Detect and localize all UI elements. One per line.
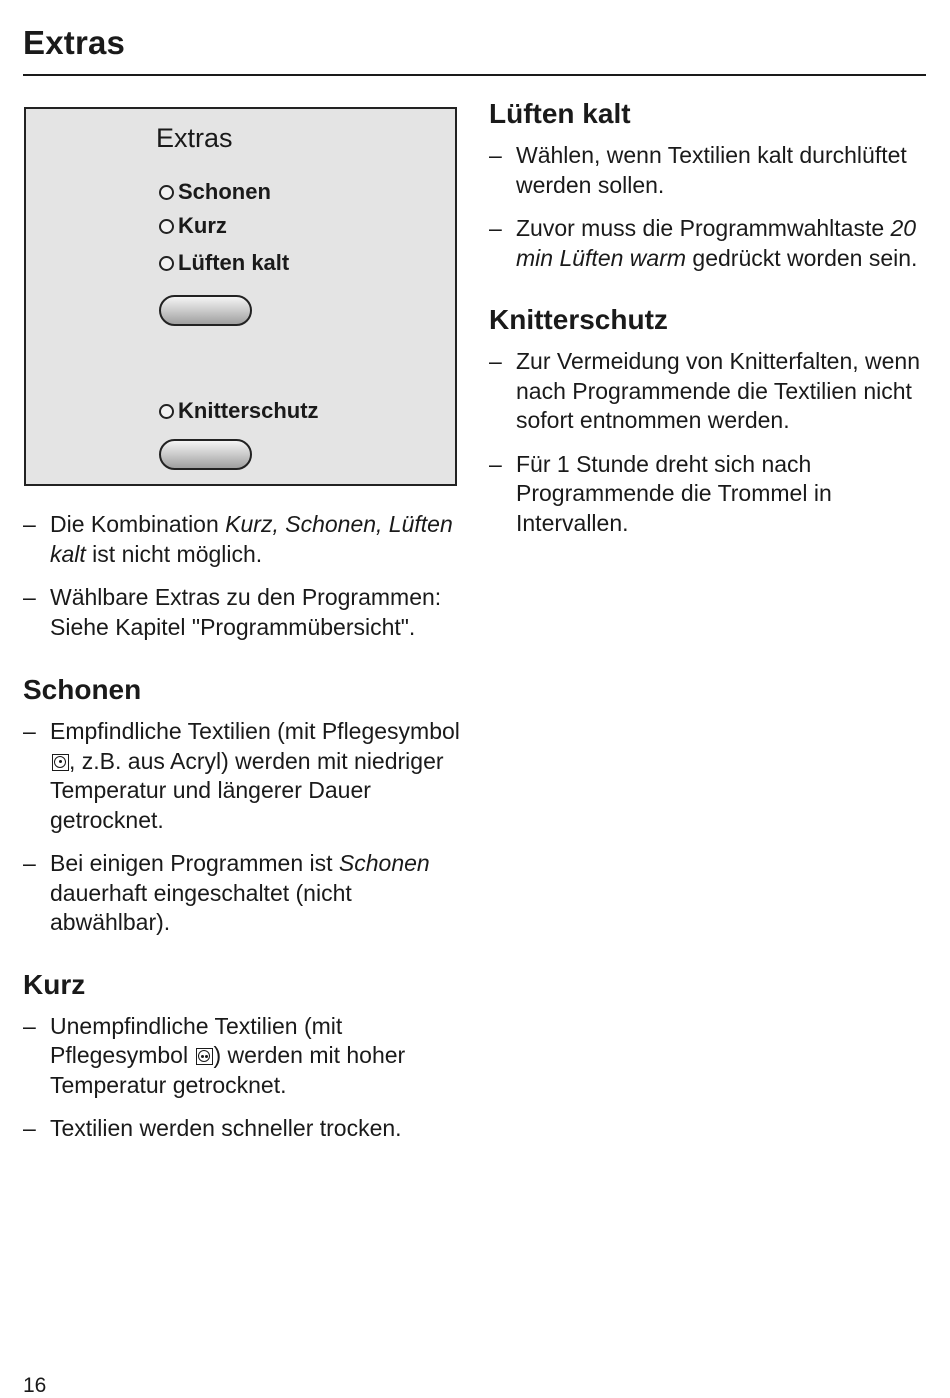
bullet-dash: – [23, 850, 36, 876]
list-item: – Zuvor muss die Programmwahltaste 20 min Lüften warm gedrückt worden sein. [489, 215, 918, 271]
control-panel-illustration [24, 107, 457, 486]
list-item: – Unempfindliche Textilien (mit Pflegesymbol ) werden mit hoher Temperatur getrocknet. [23, 1012, 406, 1098]
section-heading-knitterschutz: Knitterschutz [489, 304, 668, 335]
bullet-dash: – [489, 215, 502, 241]
knitterschutz-button [159, 439, 252, 470]
panel-option-label: Knitterschutz [178, 398, 319, 423]
bullet-dash: – [489, 450, 502, 477]
indicator-led-icon [159, 256, 174, 271]
indicator-led-icon [159, 219, 174, 234]
list-item: – Zur Vermeidung von Knitterfalten, wenn nach Programmende die Textilien nicht sofort entnommen werden. [489, 348, 921, 433]
bullet-dash: – [23, 1115, 36, 1141]
bullet-dash: – [23, 584, 36, 610]
extras-select-button [159, 295, 252, 326]
title-rule [23, 74, 926, 76]
panel-option-label: Schonen [178, 179, 271, 204]
list-item: – Textilien werden schneller trocken. [23, 1114, 463, 1144]
page-number: 16 [23, 1374, 47, 1397]
bullet-dash: – [489, 142, 502, 168]
section-heading-kurz: Kurz [23, 968, 86, 1000]
indicator-led-icon [159, 185, 174, 200]
bullet-dash: – [489, 348, 502, 374]
list-item: – Die Kombination Kurz, Schonen, Lüften kalt ist nicht möglich. [23, 511, 453, 567]
panel-option-knitterschutz [159, 398, 319, 424]
page-title: Extras [23, 24, 126, 61]
list-item: – Empfindliche Textilien (mit Pflegesymbol , z.B. aus Acryl) werden mit niedriger Temperatur und längerer Dauer getrocknet. [23, 718, 460, 833]
list-item: – Für 1 Stunde dreht sich nach Programmende die Trommel in Intervallen. [489, 450, 832, 536]
panel-option-schonen [159, 179, 271, 205]
list-item: – Wählen, wenn Textilien kalt durchlüftet werden sollen. [489, 142, 907, 198]
bullet-dash: – [23, 718, 36, 744]
care-symbol-two-dots-icon [196, 1048, 213, 1065]
section-heading-lueften-kalt: Lüften kalt [489, 98, 631, 129]
bullet-dash: – [23, 511, 36, 537]
panel-title: Extras [156, 123, 233, 153]
indicator-led-icon [159, 404, 174, 419]
panel-option-lueften-kalt [159, 250, 289, 276]
list-item: – Bei einigen Programmen ist Schonen dauerhaft eingeschaltet (nicht abwählbar). [23, 850, 430, 935]
panel-option-label: Kurz [178, 213, 227, 238]
panel-option-label: Lüften kalt [178, 250, 290, 275]
list-item: – Wählbare Extras zu den Programmen: Siehe Kapitel "Programmübersicht". [23, 584, 442, 640]
care-symbol-one-dot-icon [52, 754, 69, 771]
right-column [489, 97, 927, 552]
left-column [23, 510, 463, 1158]
panel-option-kurz [159, 213, 227, 239]
section-heading-schonen: Schonen [23, 674, 142, 705]
bullet-dash: – [23, 1012, 36, 1039]
